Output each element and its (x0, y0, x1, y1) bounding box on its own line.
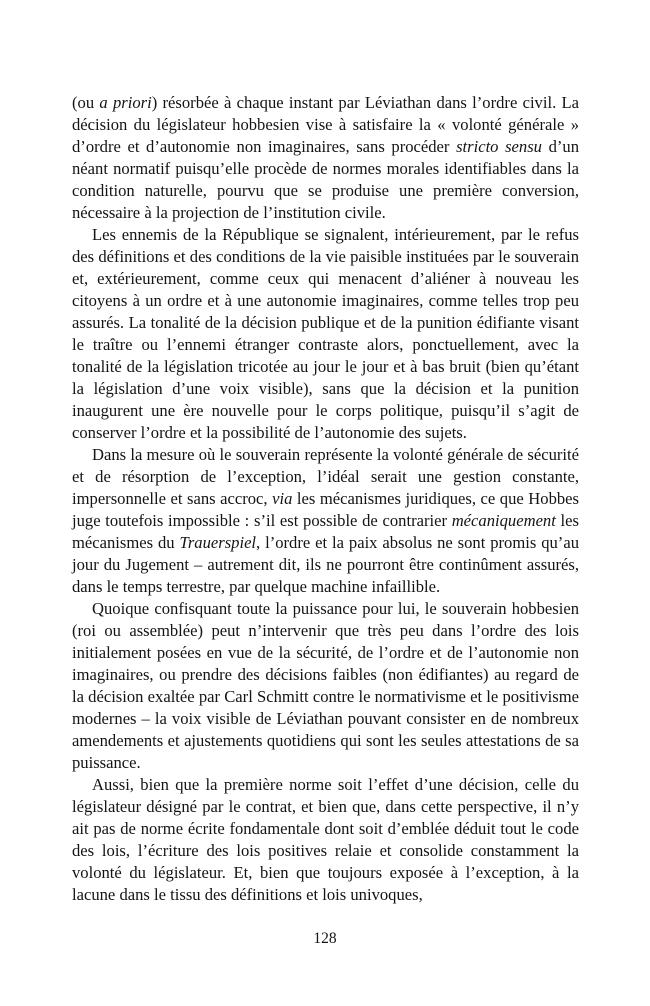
text-run: Les ennemis de la République se signalent, intérieurement, par le refus des définitions et des conditions de la vie paisible instituées par le souverain et, extérieurement, comme ceux qui menacent d’aliéner à nouveau les citoyens à un ordre et à une autonomie imaginaires, comme telles trop peu assurés. La tonalité de la décision publique et de la punition édifiante visant le traître ou l’ennemi étranger contraste alors, ponctuellement, avec la tonalité de la législation tricotée au jour le jour et à bas bruit (bien qu’étant la législation d’une voix visible), sans que la décision et la punition inaugurent une ère nouvelle pour le corps politique, puisqu’il s’agit de conserver l’ordre et la possibilité de l’autonomie des sujets. (72, 225, 579, 442)
italic-run: stricto sensu (456, 137, 542, 156)
paragraph (72, 444, 579, 598)
body-text (72, 92, 579, 906)
text-run: d’un néant normatif puisqu’elle procède de normes morales identifiables dans la condition naturelle, pourvu que se produise une première conversion, nécessaire à la projection de l’institution civile. (72, 137, 580, 222)
text-run: les mécanismes juridiques, ce que Hobbes juge toutefois impossible : s’il est possible de contrarier (72, 489, 579, 530)
text-run: (ou (72, 93, 100, 112)
italic-run: mécaniquement (451, 511, 556, 530)
italic-run: a priori (99, 93, 152, 112)
text-run: Dans la mesure où le souverain représente la volonté générale de sécurité et de résorption de l’exception, l’idéal serait une gestion constante, impersonnelle et sans accroc, (72, 445, 579, 508)
page-number: 128 (313, 930, 337, 947)
paragraph (72, 774, 579, 906)
text-run: ) résorbée à chaque instant par Léviathan dans l’ordre civil. La décision du législateur hobbesien vise à satisfaire la « volonté générale » d’ordre et d’autonomie non imaginaires, sans procéder (72, 93, 579, 156)
paragraph (72, 224, 579, 444)
paragraph (72, 598, 579, 774)
italic-run: via (272, 489, 293, 508)
text-run: Aussi, bien que la première norme soit l’effet d’une décision, celle du législateur désigné par le contrat, et bien que, dans cette perspective, il n’y ait pas de norme écrite fondamentale dont soit d’emblée déduit tout le code des lois, l’écriture des lois positives relaie et consolide constamment la volonté du législateur. Et, bien que toujours exposée à l’exception, à la lacune dans le tissu des définitions et lois univoques, (72, 775, 579, 904)
paragraph (72, 92, 579, 224)
text-run: , l’ordre et la paix absolus ne sont promis qu’au jour du Jugement – autrement dit, ils ne pourront être continûment assurés, dans le temps terrestre, par quelque machine infaillible. (72, 533, 579, 596)
italic-run: Trauerspiel (179, 533, 257, 552)
text-run: les mécanismes du (72, 511, 579, 552)
text-run: Quoique confisquant toute la puissance pour lui, le souverain hobbesien (roi ou assemblée) peut n’intervenir que très peu dans l’ordre des lois initialement posées en vue de la sécurité, de l’ordre et de l’autonomie non imaginaires, ou prendre des décisions faibles (non édifiantes) au regard de la décision exaltée par Carl Schmitt contre le normativisme et le positivisme modernes – la voix visible de Léviathan pouvant consister en de nombreux amendements et ajustements quotidiens qui sont les seules attestations de sa puissance. (72, 599, 579, 772)
